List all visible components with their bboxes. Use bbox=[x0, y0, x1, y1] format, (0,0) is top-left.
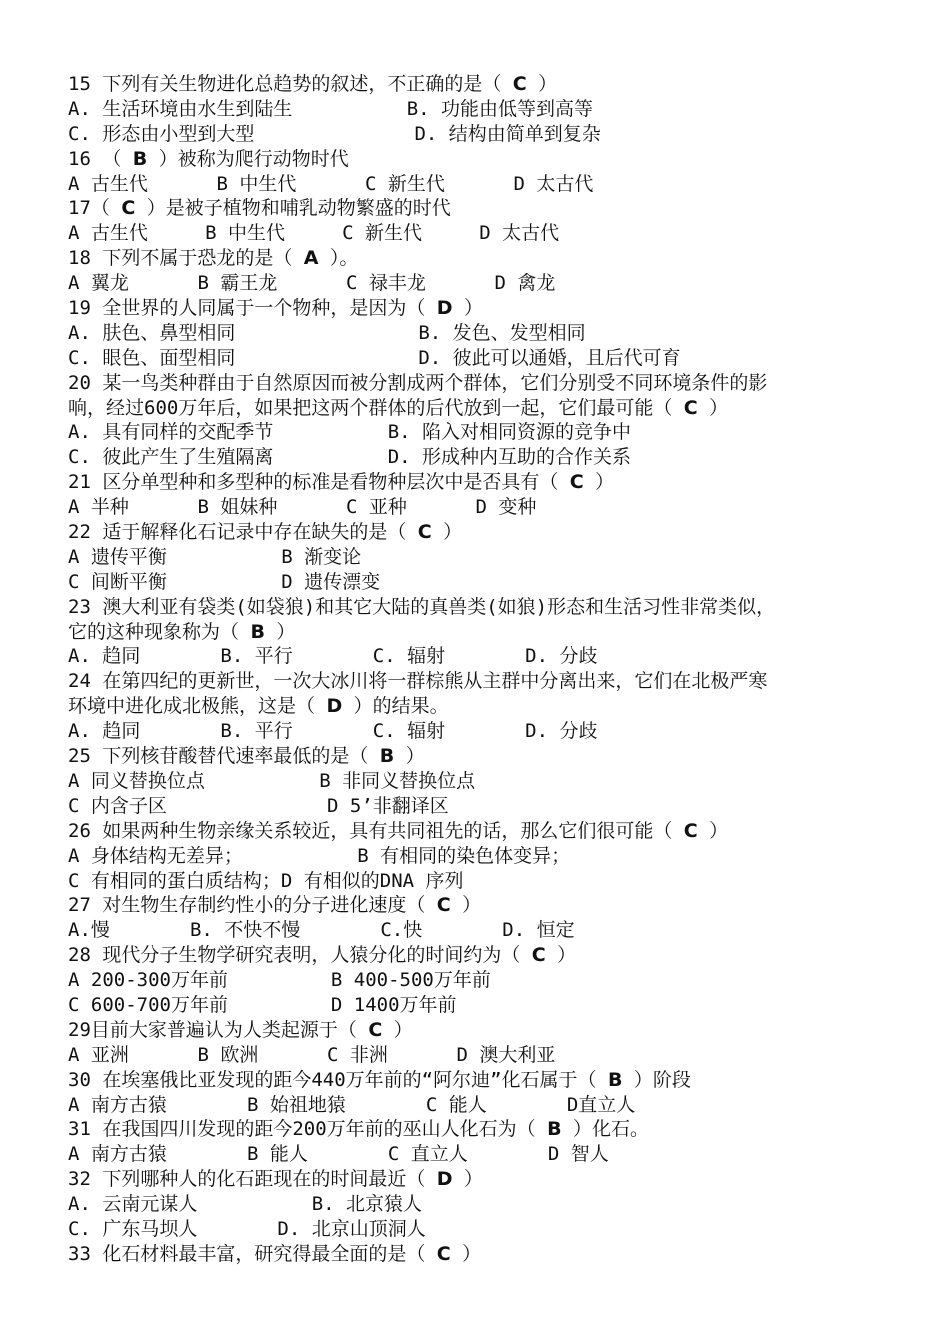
text-line: A 半种 B 姐妹种 C 亚种 D 变种 bbox=[68, 496, 537, 519]
answer-letter: C bbox=[436, 894, 451, 917]
text-line: A 翼龙 B 霸王龙 C 禄丰龙 D 禽龙 bbox=[68, 272, 556, 295]
question-line: 33 化石材料最丰富，研究得最全面的是（ C ） bbox=[68, 1242, 482, 1265]
question-line: 19 全世界的人同属于一个物种，是因为（ D ） bbox=[68, 297, 483, 320]
text-line: A 古生代 B 中生代 C 新生代 D 太古代 bbox=[68, 222, 560, 245]
question-line: 22 适于解释化石记录中存在缺失的是（ C ） bbox=[68, 521, 463, 544]
text-line: A 古生代 B 中生代 C 新生代 D 太古代 bbox=[68, 172, 594, 195]
text-line: 23 澳大利亚有袋类(如袋狼)和其它大陆的真兽类(如狼)形态和生活习性非常类似， bbox=[68, 595, 776, 618]
text-line: A 同义替换位点 B 非同义替换位点 bbox=[68, 769, 476, 792]
question-line: 29目前大家普遍认为人类起源于（ C ） bbox=[68, 1018, 413, 1041]
text-line: 20 某一鸟类种群由于自然原因而被分割成两个群体，它们分别受不同环境条件的影 bbox=[68, 371, 768, 394]
answer-letter: D bbox=[326, 695, 343, 718]
question-line: 28 现代分子生物学研究表明，人猿分化的时间约为（ C ） bbox=[68, 944, 577, 967]
answer-letter: C bbox=[368, 1018, 383, 1041]
question-line: 27 对生物生存制约性小的分子进化速度（ C ） bbox=[68, 894, 482, 917]
document-page bbox=[68, 72, 898, 1267]
text-line: A.慢 B. 不快不慢 C.快 D. 恒定 bbox=[68, 919, 575, 942]
text-line: A 遗传平衡 B 渐变论 bbox=[68, 545, 362, 568]
text-line: A 南方古猿 B 始祖地猿 C 能人 D直立人 bbox=[68, 1093, 636, 1116]
text-line: A. 具有同样的交配季节 B. 陷入对相同资源的竞争中 bbox=[68, 421, 632, 444]
answer-letter: C bbox=[531, 944, 546, 967]
question-line: 30 在埃塞俄比亚发现的距今440万年前的“阿尔迪”化石属于（ B ）阶段 bbox=[68, 1068, 691, 1091]
text-line: A. 生活环境由水生到陆生 B. 功能由低等到高等 bbox=[68, 97, 594, 120]
answer-letter: B bbox=[547, 1118, 562, 1141]
answer-letter: B bbox=[607, 1068, 623, 1091]
answer-letter: D bbox=[436, 1168, 453, 1191]
question-line: 环境中进化成北极熊，这是（ D ）的结果。 bbox=[68, 695, 449, 718]
text-line: A 亚洲 B 欧洲 C 非洲 D 澳大利亚 bbox=[68, 1043, 556, 1066]
answer-letter: B bbox=[250, 620, 265, 643]
text-line: C 600-700万年前 D 1400万年前 bbox=[68, 993, 457, 1016]
text-line: C. 彼此产生了生殖隔离 D. 形成种内互助的合作关系 bbox=[68, 446, 632, 469]
text-line: C. 形态由小型到大型 D. 结构由简单到复杂 bbox=[68, 122, 601, 145]
answer-letter: C bbox=[512, 73, 527, 95]
text-line: C. 眼色、面型相同 D. 彼此可以通婚，且后代可育 bbox=[68, 346, 681, 369]
question-line: 响，经过600万年后，如果把这两个群体的后代放到一起，它们最可能（ C ） bbox=[68, 396, 729, 419]
question-line: 它的这种现象称为（ B ） bbox=[68, 620, 296, 643]
question-line: 31 在我国四川发现的距今200万年前的巫山人化石为（ B ）化石。 bbox=[68, 1118, 650, 1141]
question-line: 25 下列核苷酸替代速率最低的是（ B ） bbox=[68, 745, 425, 768]
text-line: A. 云南元谋人 B. 北京猿人 bbox=[68, 1193, 423, 1216]
answer-letter: D bbox=[436, 297, 453, 320]
text-line: 24 在第四纪的更新世，一次大冰川将一群棕熊从主群中分离出来，它们在北极严寒 bbox=[68, 670, 768, 693]
text-line: A. 趋同 B. 平行 C. 辐射 D. 分歧 bbox=[68, 720, 598, 743]
question-line: 17（ C ）是被子植物和哺乳动物繁盛的时代 bbox=[68, 197, 451, 220]
answer-letter: C bbox=[436, 1242, 451, 1265]
text-line: C 有相同的蛋白质结构；D 有相似的DNA 序列 bbox=[68, 869, 464, 892]
text-line: A. 肤色、鼻型相同 B. 发色、发型相同 bbox=[68, 321, 586, 344]
text-line: A. 趋同 B. 平行 C. 辐射 D. 分歧 bbox=[68, 645, 598, 668]
text-line: C 内含子区 D 5’非翻译区 bbox=[68, 794, 449, 817]
text-line: A 200-300万年前 B 400-500万年前 bbox=[68, 969, 491, 992]
text-line: C. 广东马坝人 D. 北京山顶洞人 bbox=[68, 1217, 426, 1240]
text-line: A 南方古猿 B 能人 C 直立人 D 智人 bbox=[68, 1143, 609, 1166]
answer-letter: B bbox=[379, 745, 395, 768]
answer-letter: C bbox=[417, 521, 432, 544]
text-line: C 间断平衡 D 遗传漂变 bbox=[68, 570, 381, 593]
answer-letter: C bbox=[683, 819, 698, 842]
answer-letter: A bbox=[303, 247, 319, 270]
text-line: A 身体结构无差异； B 有相同的染色体变异； bbox=[68, 844, 571, 867]
answer-letter: C bbox=[121, 197, 136, 220]
question-line: 16 （ B ）被称为爬行动物时代 bbox=[68, 147, 349, 170]
answer-letter: C bbox=[683, 396, 698, 419]
question-line: 18 下列不属于恐龙的是（ A ）。 bbox=[68, 247, 359, 270]
answer-letter: C bbox=[569, 471, 584, 494]
question-line: 15 下列有关生物进化总趋势的叙述，不正确的是（ C ） bbox=[68, 73, 558, 95]
question-line: 26 如果两种生物亲缘关系较近，具有共同祖先的话，那么它们很可能（ C ） bbox=[68, 819, 729, 842]
question-line: 32 下列哪种人的化石距现在的时间最近（ D ） bbox=[68, 1168, 483, 1191]
answer-letter: B bbox=[132, 147, 148, 170]
question-line: 21 区分单型种和多型种的标准是看物种层次中是否具有（ C ） bbox=[68, 471, 615, 494]
